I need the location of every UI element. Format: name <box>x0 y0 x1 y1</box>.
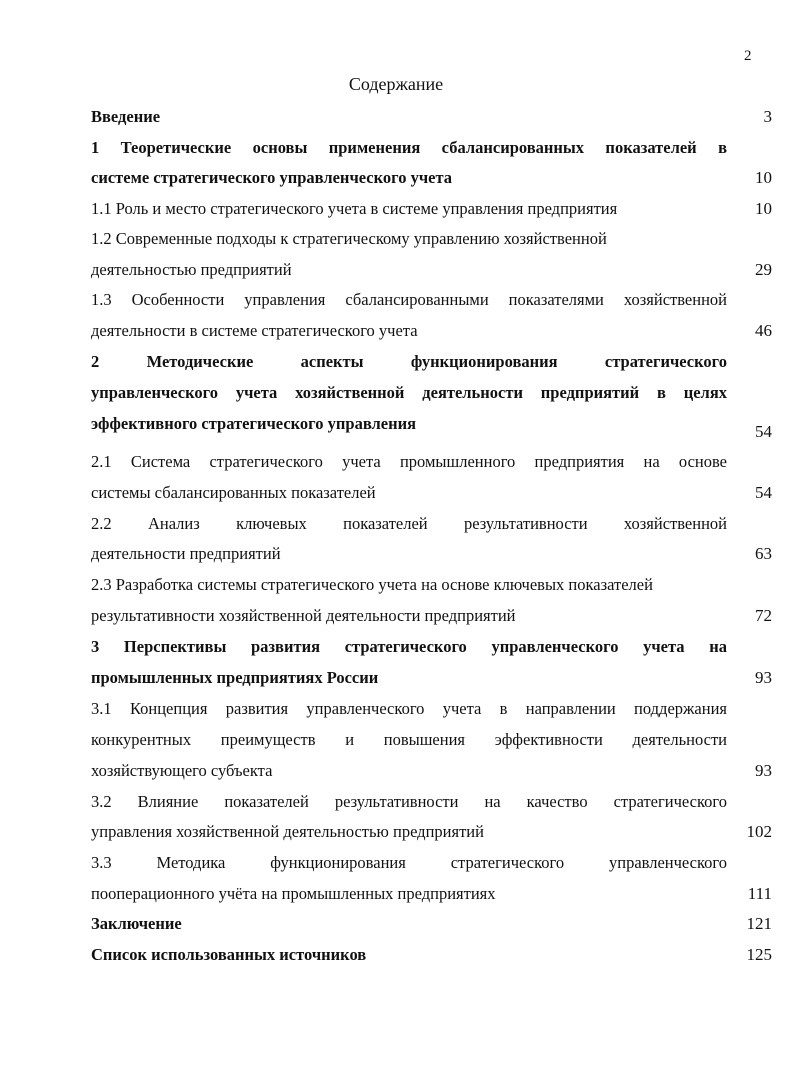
toc-title: Содержание <box>348 74 444 94</box>
toc-entry-page: 72 <box>755 606 772 625</box>
toc-entry-text: управления хозяйственной деятельностью предприятий <box>91 822 484 841</box>
toc-entry-page: 54 <box>755 483 772 502</box>
toc-entry-text: промышленных предприятиях России <box>91 668 379 687</box>
toc-entry-text: 1.3 Особенности управления сбалансированными показателями хозяйственной <box>91 290 727 309</box>
toc-entry-text: 2.2 Анализ ключевых показателей результативности хозяйственной <box>91 514 727 533</box>
toc-entry-text: конкурентных преимуществ и повышения эффективности деятельности <box>91 730 727 749</box>
toc-entry-text: 2 Методические аспекты функционирования стратегического <box>91 352 727 371</box>
toc-entry-page: 3 <box>763 107 772 126</box>
toc-entry-text: Заключение <box>91 914 182 933</box>
toc-entry-text: 1.2 Современные подходы к стратегическому управлению хозяйственной <box>91 229 607 248</box>
toc-entry-text: результативности хозяйственной деятельности предприятий <box>91 606 516 625</box>
toc-entry-page: 93 <box>755 668 772 687</box>
page-number: 2 <box>744 48 752 64</box>
toc-entry-text: Введение <box>91 107 161 126</box>
toc-entry-text: 2.1 Система стратегического учета промышленного предприятия на основе <box>91 452 727 471</box>
toc-entry-text: 2.3 Разработка системы стратегического учета на основе ключевых показателей <box>91 575 653 594</box>
toc-entry-page: 54 <box>755 422 772 441</box>
toc-entry-page: 125 <box>746 945 772 964</box>
toc-entry-text: 3 Перспективы развития стратегического управленческого учета на <box>91 637 727 656</box>
toc-entry-page: 10 <box>755 168 772 187</box>
toc-entry-text: деятельностью предприятий <box>91 260 292 279</box>
toc-entry-text: хозяйствующего субъекта <box>91 761 273 780</box>
toc-entry-text: Список использованных источников <box>91 945 367 964</box>
toc-entry-text: деятельности предприятий <box>91 544 281 563</box>
toc-entry-page: 93 <box>755 761 772 780</box>
toc-entry-page: 46 <box>755 321 772 340</box>
toc-entry-text: пооперационного учёта на промышленных предприятиях <box>91 884 496 903</box>
toc-entry-text: эффективного стратегического управления <box>91 414 417 433</box>
toc-entry-page: 111 <box>747 884 772 903</box>
toc-entry-text: управленческого учета хозяйственной деятельности предприятий в целях <box>91 383 727 402</box>
toc-entry-text: 3.1 Концепция развития управленческого учета в направлении поддержания <box>91 699 727 718</box>
toc-entry-text: 3.3 Методика функционирования стратегического управленческого <box>91 853 727 872</box>
toc-entry-page: 121 <box>746 914 772 933</box>
toc-entry-text: деятельности в системе стратегического учета <box>91 321 418 340</box>
toc-entry-text: 3.2 Влияние показателей результативности на качество стратегического <box>91 792 727 811</box>
toc-entry-page: 29 <box>755 260 772 279</box>
toc-entry-text: системы сбалансированных показателей <box>91 483 376 502</box>
toc-entry-text: 1 Теоретические основы применения сбалансированных показателей в <box>91 138 727 157</box>
toc-entry-page: 63 <box>755 544 772 563</box>
toc-entry-text: системе стратегического управленческого учета <box>91 168 453 187</box>
toc-entry-text: 1.1 Роль и место стратегического учета в системе управления предприятия <box>91 199 618 218</box>
toc-entry-page: 102 <box>746 822 772 841</box>
toc-entry-page: 10 <box>755 199 772 218</box>
